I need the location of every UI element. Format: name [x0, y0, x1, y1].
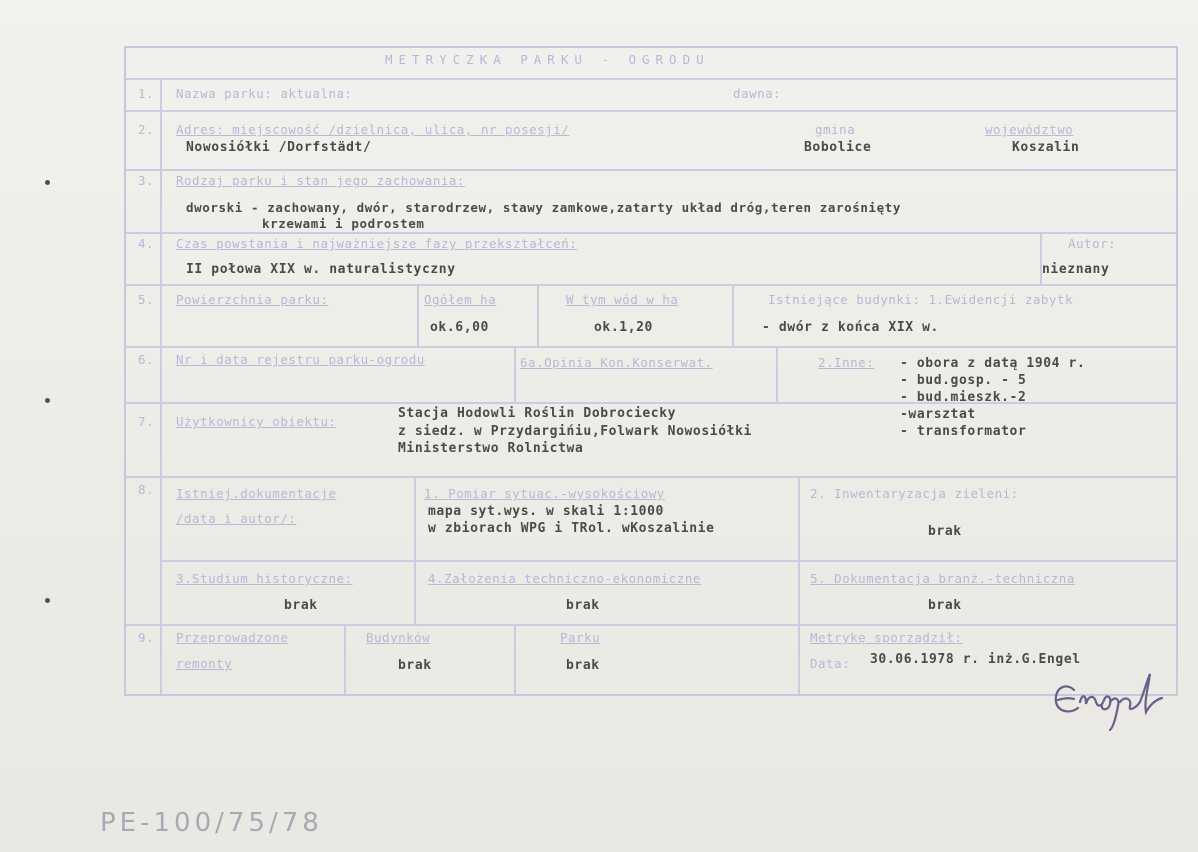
row-number: 8. [138, 482, 155, 497]
signature [1044, 668, 1178, 740]
existing-buildings-value: - dwór z końca XIX w. [762, 320, 939, 335]
building-repairs-label: Budynków [366, 630, 431, 645]
park-type-label: Rodzaj parku i stan jego zachowania: [176, 173, 465, 188]
park-repairs-label: Parku [560, 630, 601, 645]
total-area-label: Ogółem ha [424, 292, 497, 307]
creation-time-value: II połowa XIX w. naturalistyczny [186, 262, 456, 277]
park-name-label: Nazwa parku: aktualna: [176, 86, 353, 101]
users-line: z siedz. w Przydargińiu,Folwark Nowosiółki [398, 424, 752, 439]
row-number: 4. [138, 236, 155, 251]
author-label: Autor: [1068, 236, 1117, 251]
prepared-by-value: 30.06.1978 r. inż.G.Engel [870, 652, 1081, 667]
survey-line: mapa syt.wys. w skali 1:1000 [428, 504, 664, 519]
row-number: 6. [138, 352, 155, 367]
users-label: Użytkownicy obiektu: [176, 414, 337, 429]
water-area-value: ok.1,20 [594, 320, 653, 335]
register-label: Nr i data rejestru parku-ogrodu [176, 352, 425, 367]
greenery-inventory-value: brak [928, 524, 962, 539]
row-number: 2. [138, 122, 155, 137]
users-line: Stacja Hodowli Roślin Dobrociecky [398, 406, 677, 421]
other-building-item: - obora z datą 1904 r. [900, 356, 1086, 371]
conservator-opinion-label: 6a.Opinia Kon.Konserwat. [520, 355, 713, 370]
historical-study-label: 3.Studium historyczne: [176, 571, 353, 586]
repairs-label: Przeprowadzone [176, 630, 289, 645]
former-name-label: dawna: [733, 86, 782, 101]
row-number: 1. [138, 86, 155, 101]
punch-hole-mark [45, 180, 50, 185]
park-repairs-value: brak [566, 658, 600, 673]
park-area-label: Powierzchnia parku: [176, 292, 329, 307]
existing-buildings-label: Istniejące budynki: 1.Ewidencji zabytk [768, 292, 1073, 307]
existing-docs-sublabel: /data i autor/: [176, 511, 297, 526]
author-value: nieznany [1042, 262, 1110, 277]
users-line: Ministerstwo Rolnictwa [398, 441, 584, 456]
existing-docs-label: Istniej.dokumentacje [176, 486, 337, 501]
row-number: 3. [138, 173, 155, 188]
total-area-value: ok.6,00 [430, 320, 489, 335]
other-building-item: - bud.gosp. - 5 [900, 373, 1027, 388]
row-number: 7. [138, 414, 155, 429]
park-type-line: dworski - zachowany, dwór, starodrzew, stawy zamkowe,zatarty układ dróg,teren zarośnięty [186, 200, 902, 215]
branch-docs-label: 5. Dokumentacja branż.-techniczna [810, 571, 1075, 586]
handwritten-reference: PE-100/75/78 [100, 808, 323, 838]
voivodeship-value: Koszalin [1012, 140, 1080, 155]
commune-label: gmina [815, 122, 856, 137]
tech-economic-value: brak [566, 598, 600, 613]
form-title: METRYCZKA PARKU - OGRODU [385, 52, 710, 67]
other-building-item: - transformator [900, 424, 1027, 439]
historical-study-value: brak [284, 598, 318, 613]
survey-line: w zbiorach WPG i TRol. wKoszalinie [428, 521, 715, 536]
voivodeship-label: województwo [985, 122, 1074, 137]
row-number: 5. [138, 292, 155, 307]
punch-hole-mark [45, 398, 50, 403]
creation-time-label: Czas powstania i najważniejsze fazy przekształceń: [176, 236, 578, 251]
repairs-sublabel: remonty [176, 656, 233, 671]
commune-value: Bobolice [804, 140, 872, 155]
prepared-by-label: Metrykę sporządził: [810, 630, 963, 645]
row-number: 9. [138, 630, 155, 645]
building-repairs-value: brak [398, 658, 432, 673]
date-label: Data: [810, 656, 851, 671]
other-building-item: -warsztat [900, 407, 976, 422]
survey-label: 1. Pomiar sytuac.-wysokościowy [424, 486, 665, 501]
address-label: Adres: miejscowość /dzielnica, ulica, nr posesji/ [176, 122, 570, 137]
greenery-inventory-label: 2. Inwentaryzacja zieleni: [810, 486, 1019, 501]
address-value: Nowosiółki /Dorfstädt/ [186, 140, 372, 155]
branch-docs-value: brak [928, 598, 962, 613]
punch-hole-mark [45, 598, 50, 603]
water-area-label: W tym wód w ha [566, 292, 679, 307]
other-buildings-label: 2.Inne: [818, 355, 875, 370]
other-building-item: - bud.mieszk.-2 [900, 390, 1027, 405]
tech-economic-label: 4.Założenia techniczno-ekonomiczne [428, 571, 701, 586]
park-type-line: krzewami i podrostem [262, 216, 425, 231]
